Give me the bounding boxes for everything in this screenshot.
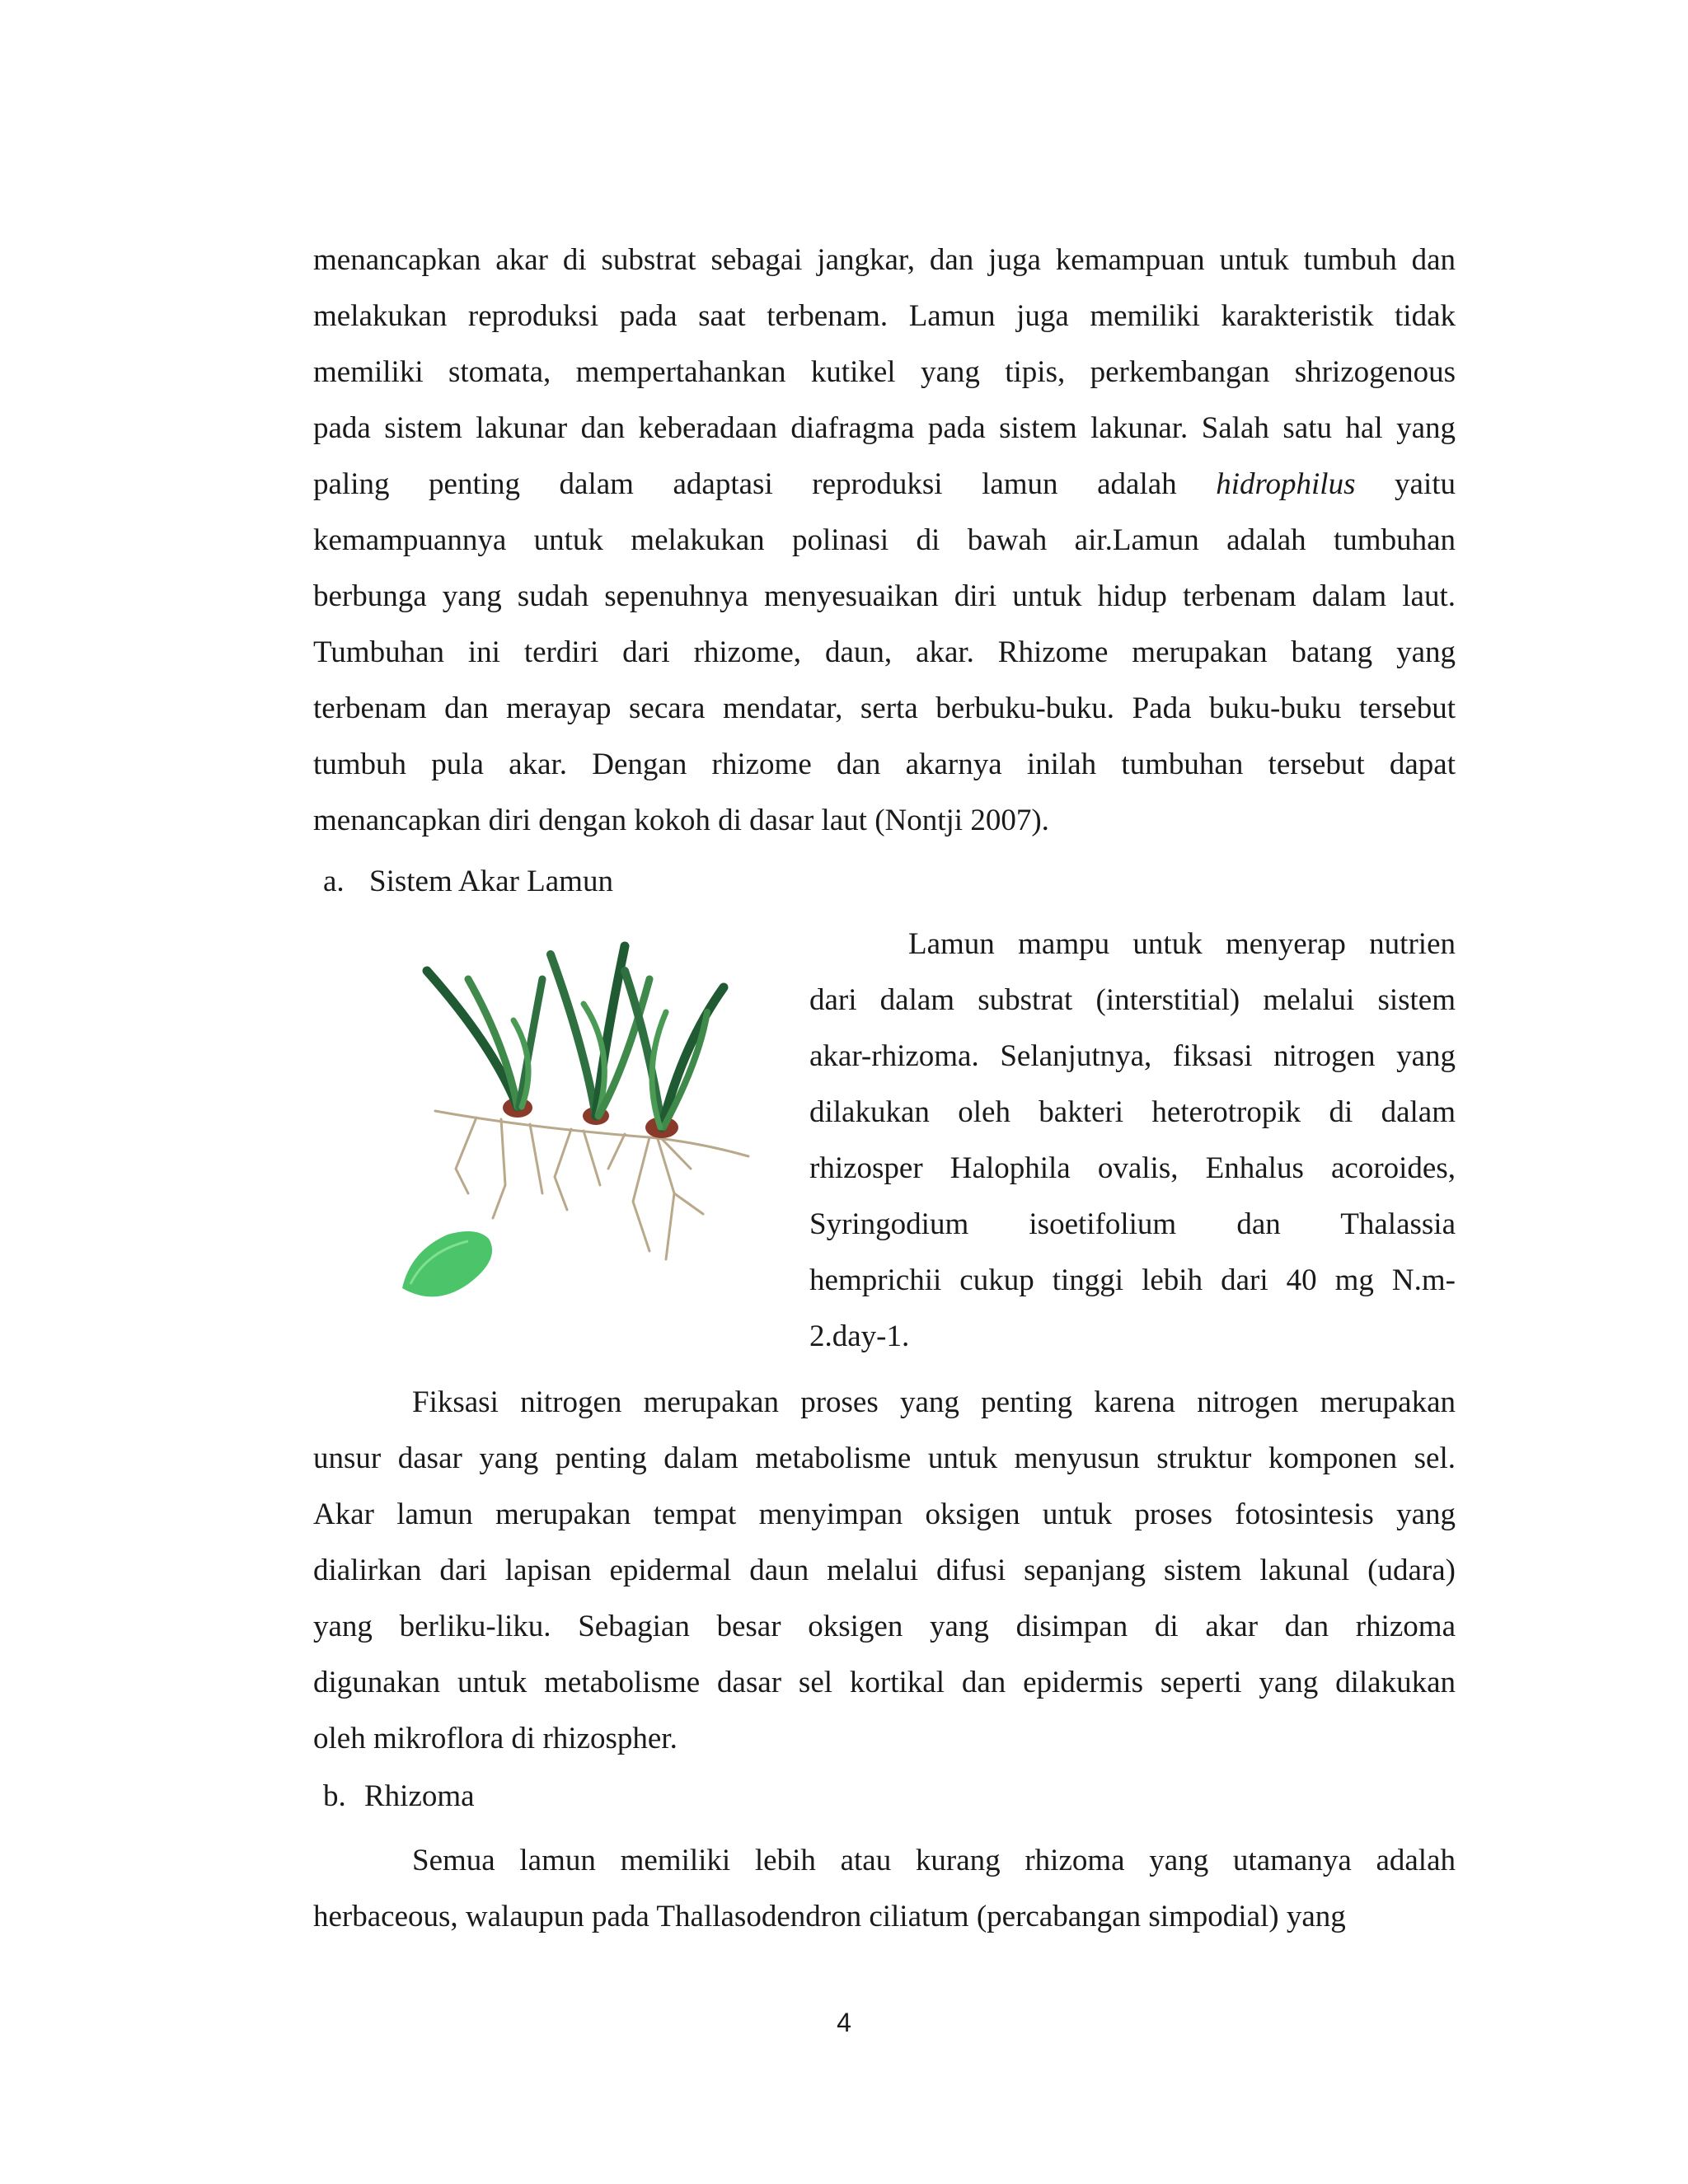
section-label: b. (323, 1779, 346, 1813)
paragraph-line: Akar lamun merupakan tempat menyimpan oksigen untuk proses fotosintesis yang (313, 1497, 1456, 1531)
paragraph-1 (313, 232, 1456, 849)
paragraph-line: dilakukan oleh bakteri heterotropik di dalam (809, 1095, 1456, 1129)
paragraph-line: Semua lamun memiliki lebih atau kurang rhizoma yang utamanya adalah (412, 1844, 1456, 1877)
paragraph-line: hemprichii cukup tinggi lebih dari 40 mg N.m- (809, 1263, 1456, 1297)
paragraph-line: oleh mikroflora di rhizospher. (313, 1722, 678, 1755)
section-a-paragraph (809, 916, 1456, 1365)
paragraph-line: tumbuh pula akar. Dengan rhizome dan akarnya inilah tumbuhan tersebut dapat (313, 748, 1456, 781)
seagrass-illustration (377, 921, 765, 1309)
paragraph-line: berbunga yang sudah sepenuhnya menyesuaikan diri untuk hidup terbenam dalam laut. (313, 579, 1456, 613)
paragraph-line: memiliki stomata, mempertahankan kutikel yang tipis, perkembangan shrizogenous (313, 355, 1456, 389)
paragraph-line: unsur dasar yang penting dalam metabolisme untuk menyusun struktur komponen sel. (313, 1441, 1456, 1475)
paragraph-2 (313, 1375, 1456, 1767)
paragraph-line: yang berliku-liku. Sebagian besar oksigen yang disimpan di akar dan rhizoma (313, 1610, 1456, 1643)
paragraph-line: terbenam dan merayap secara mendatar, serta berbuku-buku. Pada buku-buku tersebut (313, 691, 1456, 725)
italic-term: hidrophilus (1216, 467, 1356, 501)
paragraph-line: dialirkan dari lapisan epidermal daun melalui difusi sepanjang sistem lakunal (udara) (313, 1554, 1456, 1587)
paragraph-line: Syringodium isoetifolium dan Thalassia (809, 1207, 1456, 1241)
paragraph-line: dari dalam substrat (interstitial) melalui sistem (809, 983, 1456, 1017)
section-heading-b (323, 1769, 475, 1825)
line-text-after-italic: yaitu (1355, 467, 1456, 501)
paragraph-line: Tumbuhan ini terdiri dari rhizome, daun, akar. Rhizome merupakan batang yang (313, 635, 1456, 669)
section-title: Sistem Akar Lamun (369, 865, 613, 898)
paragraph-line: menancapkan diri dengan kokoh di dasar laut (Nontji 2007). (313, 804, 1049, 837)
paragraph-line-with-italic (313, 457, 1456, 513)
paragraph-line: kemampuannya untuk melakukan polinasi di bawah air.Lamun adalah tumbuhan (313, 523, 1456, 557)
paragraph-line: rhizosper Halophila ovalis, Enhalus acoroides, (809, 1151, 1456, 1185)
paragraph-line: pada sistem lakunar dan keberadaan diafragma pada sistem lakunar. Salah satu hal yang (313, 411, 1456, 445)
line-text-before-italic: paling penting dalam adaptasi reproduksi lamun adalah (313, 467, 1217, 501)
section-label: a. (323, 865, 345, 898)
section-heading-a (323, 854, 613, 910)
paragraph-line: menancapkan akar di substrat sebagai jangkar, dan juga kemampuan untuk tumbuh dan (313, 243, 1456, 277)
section-title: Rhizoma (364, 1779, 475, 1813)
paragraph-line: Lamun mampu untuk menyerap nutrien (908, 927, 1456, 961)
paragraph-line: Fiksasi nitrogen merupakan proses yang penting karena nitrogen merupakan (412, 1385, 1456, 1419)
paragraph-line: digunakan untuk metabolisme dasar sel kortikal dan epidermis seperti yang dilakukan (313, 1666, 1456, 1699)
paragraph-line: akar-rhizoma. Selanjutnya, fiksasi nitrogen yang (809, 1039, 1456, 1073)
paragraph-line: melakukan reproduksi pada saat terbenam. Lamun juga memiliki karakteristik tidak (313, 299, 1456, 333)
paragraph-line: herbaceous, walaupun pada Thallasodendron ciliatum (percabangan simpodial) yang (313, 1900, 1346, 1933)
paragraph-line: 2.day-1. (809, 1319, 910, 1353)
page-number: 4 (837, 2008, 851, 2037)
paragraph-3 (313, 1833, 1456, 1945)
